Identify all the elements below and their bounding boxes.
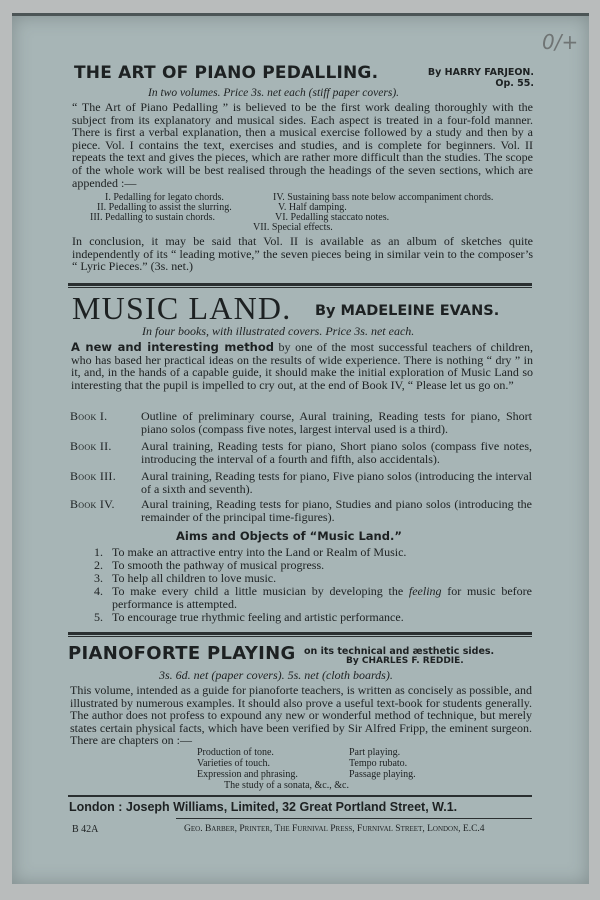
ml-aim-4-text-b: for music before performance is attempted. [112, 584, 532, 611]
art-title: THE ART OF PIANO PEDALLING. [74, 63, 379, 83]
ml-aim-4-num: 4. [94, 584, 103, 598]
pf-title: PIANOFORTE PLAYING [68, 643, 296, 664]
ml-aim-4-text-a: To make every child a little musician by developing the [112, 584, 409, 598]
pf-author: By CHARLES F. REDDIE. [346, 656, 464, 666]
pf-chapter-6: Passage playing. [349, 769, 416, 780]
ml-intro [71, 341, 533, 391]
ml-aim-4-text [112, 585, 532, 610]
art-volumes-line: In two volumes. Price 3s. net each (stiff paper covers). [148, 87, 400, 99]
pf-subtitle: on its technical and æsthetic sides. [304, 646, 495, 657]
ml-book-3-label: Book III. [70, 469, 117, 483]
ml-book-4-label: Book IV. [70, 497, 115, 511]
art-section-7: VII. Special effects. [253, 222, 333, 233]
divider-2 [68, 632, 532, 635]
ml-title: MUSIC LAND. [72, 290, 292, 326]
art-section-6: VI. Pedalling staccato notes. [275, 212, 390, 223]
art-section-3: III. Pedalling to sustain chords. [90, 212, 215, 223]
pf-chapter-1: Production of tone. [197, 747, 274, 758]
footer-publisher: London : Joseph Williams, Limited, 32 Great Portland Street, W.1. [69, 800, 458, 814]
ml-intro-rest: by one of the most successful teachers of children, who has based her practical ideas on the results of wide experience. There is nothing “ dry ” in it, and, in the hands of a capable guide, it should make the initial exploration of Music Land so interesting that the pupil is impelled to cry out, at the end of Book IV, “ Please let us go on.” [71, 340, 533, 392]
pf-description: This volume, intended as a guide for pianoforte teachers, is written as concisely as possible, and illustrated by numerous examples. It should also prove a useful text-book for students generally. The author does not profess to expound any new or wonderful method of technique, but merely states certain physical facts, which have been verified by Sir Alfred Fripp, the eminent surgeon. There are chapters on :— [70, 683, 532, 748]
pf-chapter-4: Tempo rubato. [349, 758, 408, 769]
art-section-2: II. Pedalling to assist the slurring. [97, 202, 232, 213]
ml-aim-4-emphasis: feeling [408, 584, 442, 598]
footer-printer: Geo. Barber, Printer, The Furnival Press, Furnival Street, London, E.C.4 [184, 824, 485, 834]
pf-chapter-7: The study of a sonata, &c., &c. [224, 780, 349, 791]
ml-aims-heading: Aims and Objects of “Music Land.” [176, 529, 402, 543]
ml-aim-5-num: 5. [94, 610, 103, 624]
ml-aim-5-text: To encourage true rhythmic feeling and artistic performance. [112, 610, 404, 624]
divider-3 [68, 795, 532, 797]
pf-price-line: 3s. 6d. net (paper covers). 5s. net (cloth boards). [159, 668, 393, 682]
ml-books-line: In four books, with illustrated covers. Price 3s. net each. [142, 324, 415, 338]
ml-aim-2-num: 2. [94, 558, 103, 572]
pf-chapter-5: Expression and phrasing. [197, 769, 298, 780]
divider-1-thin [68, 287, 532, 288]
ml-book-2-text: Aural training, Reading tests for piano, Short piano solos (compass five notes, introducing the interval of a fourth and fifth, also accidentals). [141, 439, 532, 466]
footer-code: B 42A [72, 824, 99, 835]
ml-aim-1-num: 1. [94, 545, 103, 559]
ml-aim-1-text: To make an attractive entry into the Land or Realm of Music. [112, 545, 407, 559]
ml-book-3-text: Aural training, Reading tests for piano, Five piano solos (introducing the interval of a sixth and seventh). [141, 469, 532, 496]
ml-book-4-text: Aural training, Reading tests for piano, Studies and piano solos (introducing the remainder of the principal time-figures). [141, 497, 532, 524]
pf-chapter-3: Varieties of touch. [197, 758, 271, 769]
divider-4 [176, 818, 532, 819]
art-section-1: I. Pedalling for legato chords. [105, 192, 224, 203]
art-section-5: V. Half damping. [278, 202, 347, 213]
art-author-block [412, 67, 534, 89]
ml-book-2-label: Book II. [70, 439, 112, 453]
ml-aim-2-text: To smooth the pathway of musical progress. [112, 558, 325, 572]
ml-author: By MADELEINE EVANS. [315, 303, 500, 319]
ml-aim-3-num: 3. [94, 571, 103, 585]
art-description: “ The Art of Piano Pedalling ” is believed to be the first work dealing thoroughly with the subject from its explanatory and musical sides. Each aspect is treated in a four-fold manner. There is first a verbal explanation, then a musical exercise followed by a study and then by a piece. Vol. I contains the text, exercises and studies, and is complete for beginners. Vol. II repeats the text and gives the pieces, which are rather more difficult than the studies. The scope of the whole work will be best realised through the headings of the seven sections, which are appended :— [72, 100, 533, 190]
ml-book-1-text: Outline of preliminary course, Aural training, Reading tests for piano, Short piano solos (compass five notes, largest interval used is a third). [141, 409, 532, 436]
ml-aim-3-text: To help all children to love music. [112, 571, 277, 585]
art-section-4: IV. Sustaining bass note below accompaniment chords. [273, 192, 494, 203]
divider-1 [68, 283, 532, 286]
art-opus: Op. 55. [495, 78, 534, 89]
divider-2-thin [68, 636, 532, 637]
pencil-mark: 0/+ [542, 30, 579, 54]
ml-book-1-label: Book I. [70, 409, 108, 423]
art-author: By HARRY FARJEON. [427, 67, 534, 78]
art-conclusion: In conclusion, it may be said that Vol. II is available as an album of sketches quite independently of its “ leading motive,” the seven pieces being in similar vein to the composer’s “ Lyric Pieces.” (3s. net.) [72, 234, 533, 274]
ml-intro-bold: A new and interesting method [71, 340, 275, 354]
pf-chapter-2: Part playing. [349, 747, 401, 758]
